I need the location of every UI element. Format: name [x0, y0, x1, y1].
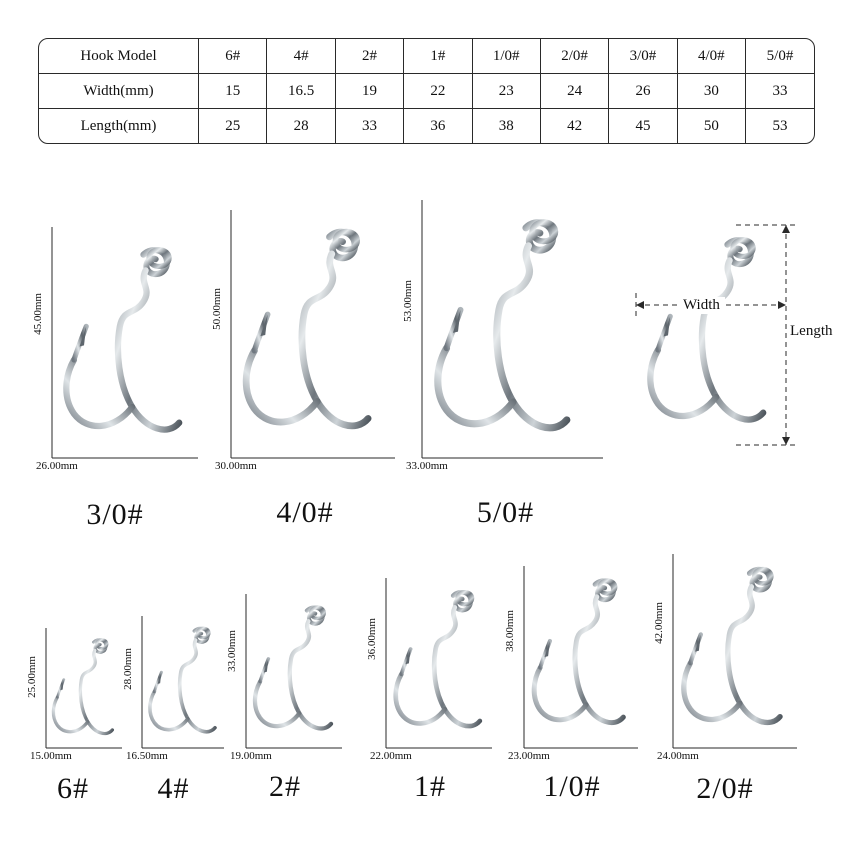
hook-figure-1 — [360, 562, 500, 804]
width-dimension-label: 33.00mm — [406, 460, 448, 472]
table-cell: 26 — [609, 74, 677, 109]
height-dimension-label: 50.00mm — [211, 288, 223, 330]
table-row — [39, 74, 814, 109]
hook-diagram-2 — [220, 578, 350, 760]
hook-diagram-1-0 — [498, 552, 646, 760]
hook-figure-4-0 — [205, 198, 405, 530]
hook-diagram-3-0 — [20, 215, 210, 480]
hook-model-label: 2/0# — [696, 772, 754, 805]
table-cell: 2# — [335, 39, 403, 74]
width-callout-label: Width — [678, 297, 725, 314]
hook-figure-3-0 — [20, 215, 210, 532]
table-cell: 50 — [677, 109, 745, 144]
height-dimension-label: 33.00mm — [226, 630, 238, 672]
table-cell: 5/0# — [746, 39, 815, 74]
table-row — [39, 39, 814, 74]
hook-figure-2-0 — [645, 540, 805, 806]
hook-figure-4 — [116, 598, 231, 806]
table-cell: 42 — [540, 109, 608, 144]
width-dimension-label: 24.00mm — [657, 750, 699, 762]
width-dimension-label: 30.00mm — [215, 460, 257, 472]
table-cell: 36 — [404, 109, 472, 144]
width-dimension-label: 23.00mm — [508, 750, 550, 762]
width-dimension-label: 22.00mm — [370, 750, 412, 762]
table-cell: 25 — [199, 109, 267, 144]
table-cell: 30 — [677, 74, 745, 109]
table-cell: 22 — [404, 74, 472, 109]
table-cell: 24 — [540, 74, 608, 109]
hook-figure-6 — [18, 608, 128, 806]
width-dimension-label: 19.00mm — [230, 750, 272, 762]
hook-figure-1-0 — [498, 552, 646, 804]
table-cell: 1# — [404, 39, 472, 74]
height-dimension-label: 36.00mm — [366, 618, 378, 660]
hook-model-label: 1/0# — [543, 770, 601, 803]
hook-figure-2 — [220, 578, 350, 804]
hook-model-label: 4/0# — [276, 496, 334, 529]
row-header: Hook Model — [39, 39, 199, 74]
row-header: Length(mm) — [39, 109, 199, 144]
hook-diagram-4-0 — [205, 198, 405, 480]
hook-model-label: 4# — [157, 772, 190, 805]
height-dimension-label: 45.00mm — [32, 293, 44, 335]
hook-model-label: 3/0# — [86, 498, 144, 531]
hook-model-label: 5/0# — [476, 496, 535, 529]
table-cell: 15 — [199, 74, 267, 109]
spec-table — [38, 38, 815, 144]
table-cell: 2/0# — [540, 39, 608, 74]
height-dimension-label: 53.00mm — [402, 280, 414, 322]
hook-figure-legend — [618, 205, 843, 470]
hook-model-label: 6# — [57, 772, 89, 805]
hook-figure-5-0 — [398, 188, 613, 530]
table-cell: 28 — [267, 109, 335, 144]
height-dimension-label: 25.00mm — [26, 656, 38, 698]
table-cell: 4# — [267, 39, 335, 74]
length-callout-label: Length — [790, 323, 833, 339]
height-dimension-label: 38.00mm — [504, 610, 516, 652]
table-cell: 1/0# — [472, 39, 540, 74]
table-cell: 16.5 — [267, 74, 335, 109]
table-cell: 33 — [335, 109, 403, 144]
table-cell: 45 — [609, 109, 677, 144]
hook-diagram-2-0 — [645, 540, 805, 762]
table-cell: 53 — [746, 109, 815, 144]
table-cell: 23 — [472, 74, 540, 109]
height-dimension-label: 28.00mm — [122, 648, 134, 690]
table-cell: 6# — [199, 39, 267, 74]
table-row — [39, 109, 814, 144]
row-header: Width(mm) — [39, 74, 199, 109]
width-dimension-label: 26.00mm — [36, 460, 78, 472]
width-dimension-label: 15.00mm — [30, 750, 72, 762]
table-cell: 4/0# — [677, 39, 745, 74]
height-dimension-label: 42.00mm — [653, 602, 665, 644]
table-cell: 33 — [746, 74, 815, 109]
hook-spec-table — [39, 39, 814, 143]
table-cell: 3/0# — [609, 39, 677, 74]
table-cell: 38 — [472, 109, 540, 144]
hook-diagram-5-0 — [398, 188, 613, 480]
table-cell: 19 — [335, 74, 403, 109]
hook-model-label: 1# — [414, 770, 446, 803]
hook-model-label: 2# — [269, 770, 301, 803]
hook-diagram-1 — [360, 562, 500, 760]
width-dimension-label: 16.50mm — [126, 750, 168, 762]
